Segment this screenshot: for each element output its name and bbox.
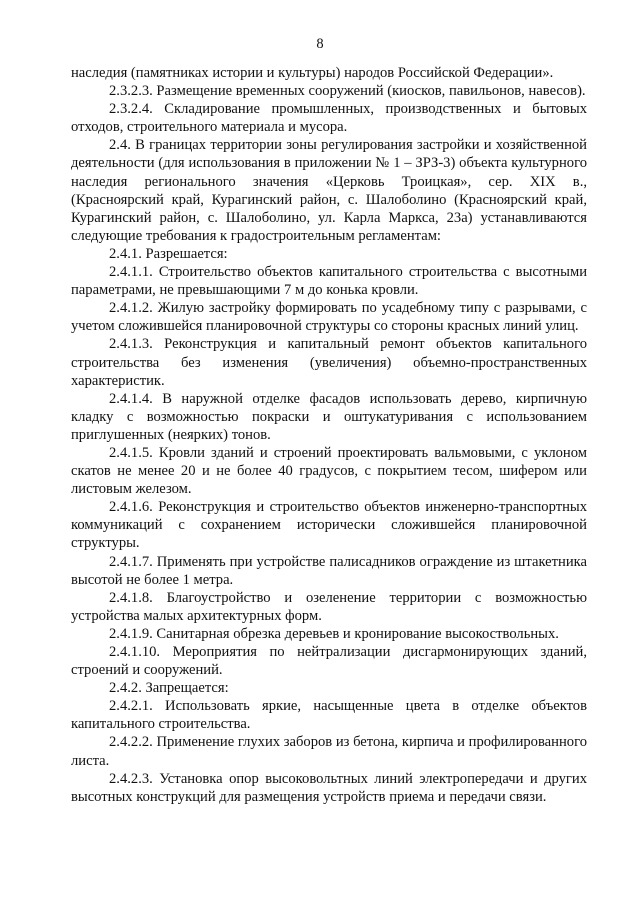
paragraph: 2.4.1.10. Мероприятия по нейтрализации дисгармонирующих зданий, строений и сооружений. [71, 644, 587, 679]
paragraph: 2.4. В границах территории зоны регулирования застройки и хозяйственной деятельности (для использования в приложении № 1 – ЗРЗ-3) объекта культурного наследия регионального значения «Церковь Троицкая», сер. XIX в., (Красноярский край, Курагинский район, с. Шалоболино (Красноярский край, Курагинский район, с. Шалоболино, ул. Карла Маркса, 23а) устанавливаются следующие требования к градостроительным регламентам: [71, 137, 587, 244]
paragraph: 2.4.1.6. Реконструкция и строительство объектов инженерно-транспортных коммуникаций с сохранением исторически сложившейся планировочной структуры. [71, 499, 587, 552]
paragraph: 2.4.1.3. Реконструкция и капитальный ремонт объектов капитального строительства без изменения (увеличения) объемно-пространственных характеристик. [71, 336, 587, 389]
paragraph: 2.4.1.9. Санитарная обрезка деревьев и кронирование высокоствольных. [109, 625, 559, 642]
paragraph: наследия (памятниках истории и культуры) народов Российской Федерации». [71, 65, 554, 81]
page-number: 8 [316, 36, 324, 52]
paragraph: 2.4.1.7. Применять при устройстве палисадников ограждение из штакетника высотой не более 1 метра. [71, 553, 587, 588]
paragraph: 2.3.2.4. Складирование промышленных, производственных и бытовых отходов, строительного материала и мусора. [71, 101, 587, 136]
document-body [71, 64, 587, 806]
paragraph: 2.4.2.1. Использовать яркие, насыщенные цвета в отделке объектов капитального строительства. [71, 698, 587, 733]
paragraph: 2.4.2.3. Установка опор высоковольтных линий электропередачи и других высотных конструкций для размещения устройств приема и передачи связи. [71, 770, 587, 805]
paragraph: 2.4.2.2. Применение глухих заборов из бетона, кирпича и профилированного листа. [71, 734, 587, 769]
paragraph: 2.4.1.8. Благоустройство и озеленение территории с возможностью устройства малых архитектурных форм. [71, 589, 587, 624]
paragraph: 2.4.1.4. В наружной отделке фасадов использовать дерево, кирпичную кладку с возможностью покраски и оштукатуривания с использованием приглушенных (неярких) тонов. [71, 390, 587, 443]
paragraph: 2.4.1. Разрешается: [109, 245, 228, 262]
paragraph: 2.4.1.2. Жилую застройку формировать по усадебному типу с разрывами, с учетом сложившейся планировочной структуры со стороны красных линий улиц. [71, 300, 587, 335]
paragraph: 2.4.1.1. Строительство объектов капитального строительства с высотными параметрами, не превышающими 7 м до конька кровли. [71, 264, 587, 299]
paragraph: 2.3.2.3. Размещение временных сооружений (киосков, павильонов, навесов). [109, 83, 586, 100]
paragraph: 2.4.2. Запрещается: [109, 680, 229, 697]
paragraph: 2.4.1.5. Кровли зданий и строений проектировать вальмовыми, с уклоном скатов не менее 20 и не более 40 градусов, с покрытием тесом, шифером или листовым железом. [71, 444, 587, 498]
